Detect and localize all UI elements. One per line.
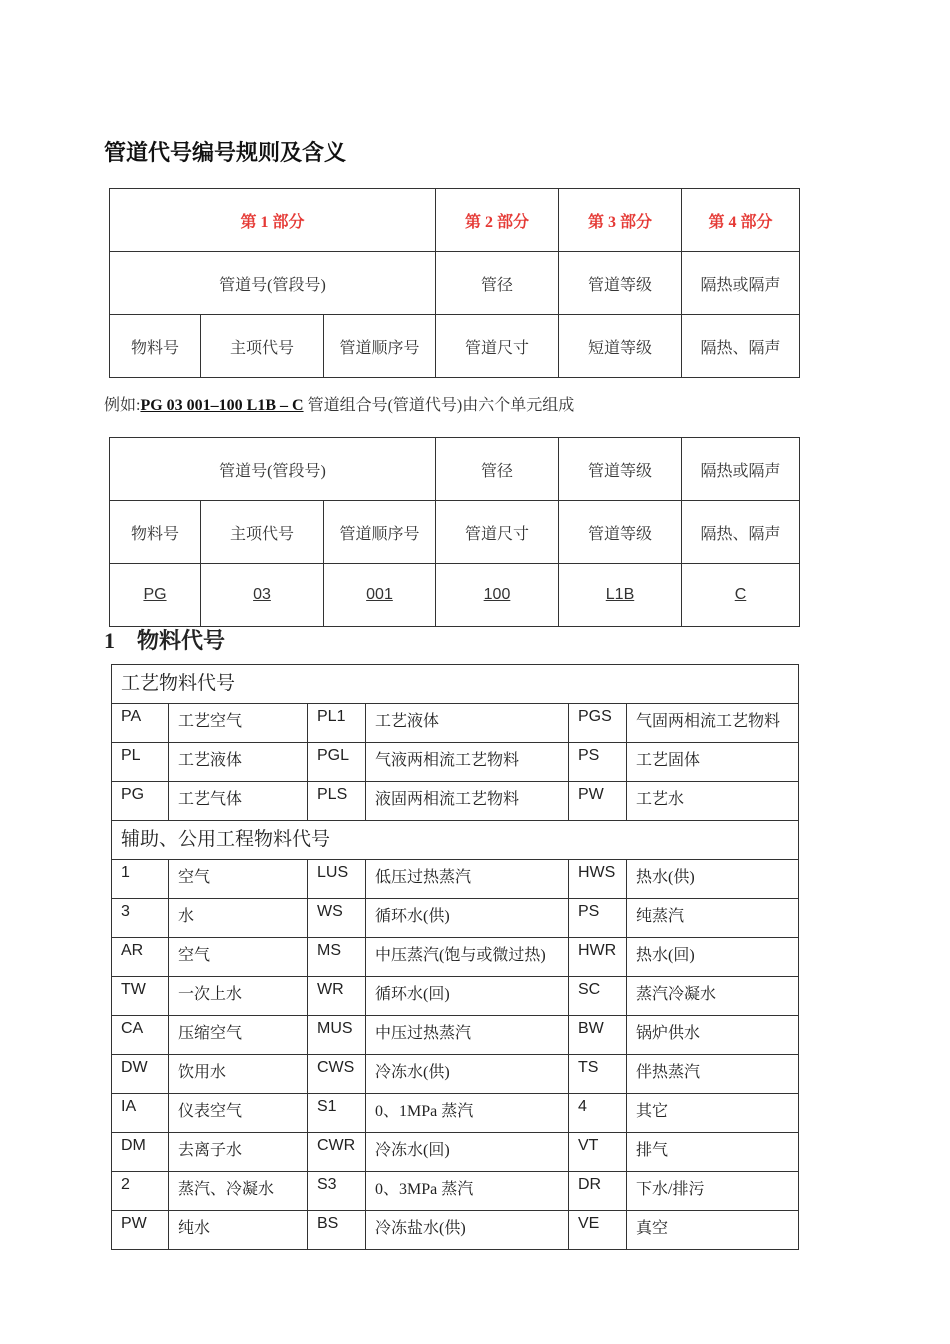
material-code: DM	[112, 1133, 169, 1172]
material-code: PA	[112, 704, 169, 743]
section-number: 1	[104, 628, 115, 653]
material-name: 中压蒸汽(饱与或微过热)	[366, 938, 569, 977]
code-cell: 001	[324, 564, 436, 627]
material-code: LUS	[308, 860, 366, 899]
material-name: 气液两相流工艺物料	[366, 743, 569, 782]
material-code: 1	[112, 860, 169, 899]
table-row	[112, 1133, 799, 1172]
material-name: 工艺水	[627, 782, 799, 821]
material-name: 冷冻水(回)	[366, 1133, 569, 1172]
material-name: 水	[169, 899, 308, 938]
table-row	[112, 1094, 799, 1133]
material-name: 气固两相流工艺物料	[627, 704, 799, 743]
material-name: 工艺气体	[169, 782, 308, 821]
table-row	[110, 315, 800, 378]
material-code: PL	[112, 743, 169, 782]
table-cell: 物料号	[110, 315, 201, 378]
section-title: 物料代号	[137, 628, 226, 653]
table-cell: 管道号(管段号)	[110, 252, 436, 315]
code-cell: C	[682, 564, 800, 627]
material-name: 循环水(供)	[366, 899, 569, 938]
table-row	[112, 665, 799, 704]
material-code: SC	[569, 977, 627, 1016]
table-row	[110, 189, 800, 252]
material-code: PLS	[308, 782, 366, 821]
material-code: HWR	[569, 938, 627, 977]
material-name: 真空	[627, 1211, 799, 1250]
material-code: IA	[112, 1094, 169, 1133]
table-row	[112, 977, 799, 1016]
material-code: CWR	[308, 1133, 366, 1172]
example-code: PG 03 001–100 L1B – C	[140, 397, 304, 414]
table-cell: 管道尺寸	[436, 315, 559, 378]
material-name: 冷冻水(供)	[366, 1055, 569, 1094]
table-row	[110, 252, 800, 315]
part-1-header: 第 1 部分	[110, 189, 436, 252]
material-name: 循环水(回)	[366, 977, 569, 1016]
table-row	[110, 501, 800, 564]
code-cell: 03	[201, 564, 324, 627]
material-codes-table	[111, 664, 799, 1250]
material-name: 热水(供)	[627, 860, 799, 899]
material-name: 饮用水	[169, 1055, 308, 1094]
material-name: 蒸汽、冷凝水	[169, 1172, 308, 1211]
material-code: 3	[112, 899, 169, 938]
table-cell: 管道等级	[559, 438, 682, 501]
material-code: CA	[112, 1016, 169, 1055]
group-title: 辅助、公用工程物料代号	[112, 821, 799, 860]
material-code: PG	[112, 782, 169, 821]
table-row	[112, 1055, 799, 1094]
material-name: 空气	[169, 938, 308, 977]
table-cell: 隔热、隔声	[682, 501, 800, 564]
material-name: 其它	[627, 1094, 799, 1133]
material-name: 仪表空气	[169, 1094, 308, 1133]
table-row	[112, 860, 799, 899]
material-name: 工艺液体	[169, 743, 308, 782]
table-row	[112, 1211, 799, 1250]
table-row	[112, 1016, 799, 1055]
material-code: BW	[569, 1016, 627, 1055]
material-code: 4	[569, 1094, 627, 1133]
table-row	[112, 782, 799, 821]
table-cell: 管道顺序号	[324, 501, 436, 564]
material-name: 伴热蒸汽	[627, 1055, 799, 1094]
table-cell: 隔热或隔声	[682, 252, 800, 315]
material-code: PGS	[569, 704, 627, 743]
code-cell: PG	[110, 564, 201, 627]
material-code: PS	[569, 743, 627, 782]
table-row	[112, 1172, 799, 1211]
material-name: 空气	[169, 860, 308, 899]
material-name: 一次上水	[169, 977, 308, 1016]
table-cell: 隔热、隔声	[682, 315, 800, 378]
material-name: 冷冻盐水(供)	[366, 1211, 569, 1250]
table-row	[112, 704, 799, 743]
part-2-header: 第 2 部分	[436, 189, 559, 252]
material-code: PW	[112, 1211, 169, 1250]
table-cell: 短道等级	[559, 315, 682, 378]
material-code: DW	[112, 1055, 169, 1094]
material-code: WR	[308, 977, 366, 1016]
material-name: 热水(回)	[627, 938, 799, 977]
code-cell: 100	[436, 564, 559, 627]
material-name: 液固两相流工艺物料	[366, 782, 569, 821]
table-cell: 管道号(管段号)	[110, 438, 436, 501]
material-code: PGL	[308, 743, 366, 782]
material-name: 0、1MPa 蒸汽	[366, 1094, 569, 1133]
material-code: WS	[308, 899, 366, 938]
material-name: 0、3MPa 蒸汽	[366, 1172, 569, 1211]
material-name: 工艺空气	[169, 704, 308, 743]
example-prefix: 例如:	[104, 397, 141, 414]
material-code: BS	[308, 1211, 366, 1250]
material-code: TS	[569, 1055, 627, 1094]
material-code: VT	[569, 1133, 627, 1172]
material-code: DR	[569, 1172, 627, 1211]
page-title: 管道代号编号规则及含义	[104, 140, 347, 165]
material-name: 工艺液体	[366, 704, 569, 743]
table-row	[112, 821, 799, 860]
table-row	[112, 938, 799, 977]
material-code: 2	[112, 1172, 169, 1211]
part-3-header: 第 3 部分	[559, 189, 682, 252]
material-code: S3	[308, 1172, 366, 1211]
table-cell: 管径	[436, 438, 559, 501]
table-cell: 管道等级	[559, 501, 682, 564]
section-heading	[104, 624, 225, 655]
example-line	[104, 392, 574, 415]
material-name: 锅炉供水	[627, 1016, 799, 1055]
group-title: 工艺物料代号	[112, 665, 799, 704]
material-name: 下水/排污	[627, 1172, 799, 1211]
table-row	[110, 438, 800, 501]
table-cell: 管道顺序号	[324, 315, 436, 378]
example-table	[109, 437, 800, 627]
code-cell: L1B	[559, 564, 682, 627]
part-4-header: 第 4 部分	[682, 189, 800, 252]
material-name: 蒸汽冷凝水	[627, 977, 799, 1016]
table-cell: 管道等级	[559, 252, 682, 315]
table-cell: 管径	[436, 252, 559, 315]
material-code: PS	[569, 899, 627, 938]
material-code: S1	[308, 1094, 366, 1133]
material-code: TW	[112, 977, 169, 1016]
table-cell: 隔热或隔声	[682, 438, 800, 501]
material-name: 中压过热蒸汽	[366, 1016, 569, 1055]
table-row	[112, 743, 799, 782]
table-cell: 主项代号	[201, 501, 324, 564]
material-code: PL1	[308, 704, 366, 743]
material-name: 工艺固体	[627, 743, 799, 782]
material-name: 去离子水	[169, 1133, 308, 1172]
material-name: 压缩空气	[169, 1016, 308, 1055]
material-code: HWS	[569, 860, 627, 899]
material-code: CWS	[308, 1055, 366, 1094]
example-suffix: 管道组合号(管道代号)由六个单元组成	[303, 397, 575, 414]
material-name: 低压过热蒸汽	[366, 860, 569, 899]
material-name: 排气	[627, 1133, 799, 1172]
material-code: MS	[308, 938, 366, 977]
table-cell: 物料号	[110, 501, 201, 564]
material-name: 纯水	[169, 1211, 308, 1250]
material-code: PW	[569, 782, 627, 821]
code-structure-table	[109, 188, 800, 378]
material-code: AR	[112, 938, 169, 977]
table-row	[112, 899, 799, 938]
table-cell: 主项代号	[201, 315, 324, 378]
material-code: VE	[569, 1211, 627, 1250]
material-code: MUS	[308, 1016, 366, 1055]
table-row	[110, 564, 800, 627]
material-name: 纯蒸汽	[627, 899, 799, 938]
table-cell: 管道尺寸	[436, 501, 559, 564]
